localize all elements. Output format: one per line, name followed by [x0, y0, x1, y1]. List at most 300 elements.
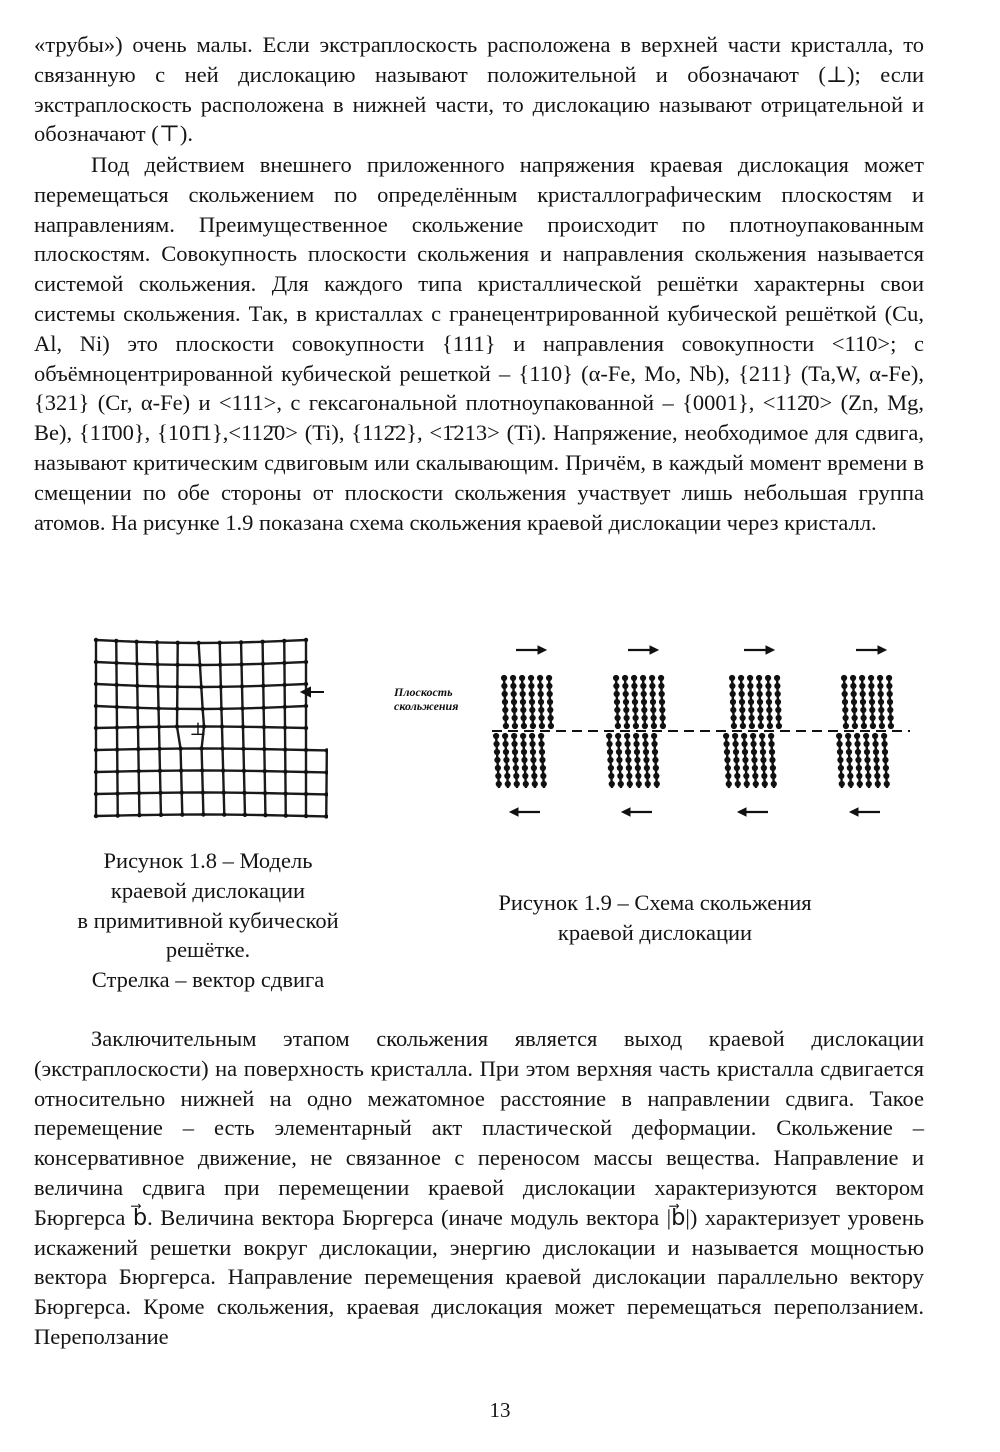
lattice-bond — [284, 640, 306, 641]
atom — [748, 691, 753, 696]
lattice-node — [180, 812, 184, 816]
lattice-node — [180, 790, 184, 794]
atom — [529, 699, 534, 704]
atom — [522, 765, 527, 770]
atom — [616, 741, 621, 746]
lattice-node — [115, 725, 119, 729]
atom — [843, 707, 848, 712]
atom — [742, 733, 747, 738]
atom — [776, 707, 781, 712]
atom — [618, 781, 623, 786]
atom — [548, 715, 553, 720]
lattice-bond — [222, 727, 223, 749]
atom — [839, 773, 844, 778]
atom — [539, 715, 544, 720]
lattice-bond — [243, 708, 264, 709]
atom — [855, 749, 860, 754]
lattice-bond — [202, 749, 203, 771]
atom — [735, 781, 740, 786]
atom — [775, 683, 780, 688]
lattice-bond — [182, 793, 183, 815]
lattice-node — [282, 661, 286, 665]
atom — [636, 773, 641, 778]
atom — [641, 691, 646, 696]
lattice-bond — [202, 771, 203, 793]
atom — [609, 773, 614, 778]
atom — [626, 757, 631, 762]
atom — [866, 781, 871, 786]
lattice-bond — [242, 664, 263, 665]
lattice-bond — [223, 749, 224, 771]
atom — [882, 733, 887, 738]
atom — [887, 683, 892, 688]
atom — [883, 765, 888, 770]
atom — [607, 733, 612, 738]
lattice-node — [282, 683, 286, 687]
atom — [540, 765, 545, 770]
lattice-node — [283, 747, 287, 751]
atom — [752, 757, 757, 762]
atom — [852, 707, 857, 712]
lattice-node — [115, 769, 119, 773]
atom — [837, 741, 842, 746]
atom — [643, 749, 648, 754]
atom — [749, 715, 754, 720]
atom — [847, 757, 852, 762]
atom — [742, 741, 747, 746]
lattice-bond — [220, 643, 221, 665]
atom — [869, 683, 874, 688]
atom — [758, 715, 763, 720]
atom — [651, 715, 656, 720]
lattice-bond — [96, 684, 117, 685]
atom — [530, 707, 535, 712]
atom — [776, 723, 781, 728]
lattice-node — [219, 685, 223, 689]
atom — [502, 683, 507, 688]
atom — [864, 749, 869, 754]
atom — [512, 733, 517, 738]
atom — [635, 757, 640, 762]
lattice-node — [201, 812, 205, 816]
lattice-bond — [117, 685, 138, 686]
atom — [842, 691, 847, 696]
atom — [502, 699, 507, 704]
atom — [531, 757, 536, 762]
lattice-node — [220, 724, 224, 728]
page-number: 13 — [489, 1398, 511, 1422]
atom — [879, 715, 884, 720]
atom — [843, 715, 848, 720]
lattice-bond — [138, 708, 159, 709]
atom — [519, 675, 524, 680]
atom — [660, 723, 665, 728]
atom — [739, 699, 744, 704]
atom — [870, 707, 875, 712]
atom — [622, 675, 627, 680]
lattice-node — [196, 641, 200, 645]
lattice-node — [261, 684, 265, 688]
lattice-node — [157, 725, 161, 729]
atom — [548, 723, 553, 728]
atom — [528, 675, 533, 680]
lattice-node — [114, 639, 118, 643]
atom — [760, 749, 765, 754]
atom — [729, 675, 734, 680]
atom — [740, 715, 745, 720]
atom — [769, 733, 774, 738]
atom — [730, 691, 735, 696]
atom — [888, 723, 893, 728]
atom — [520, 699, 525, 704]
atom — [633, 723, 638, 728]
atom — [539, 733, 544, 738]
atom — [878, 691, 883, 696]
atom — [767, 707, 772, 712]
lattice-node — [219, 707, 223, 711]
lattice-node — [283, 769, 287, 773]
atom — [623, 699, 628, 704]
atom — [758, 723, 763, 728]
lattice-node — [304, 704, 308, 708]
atom — [864, 733, 869, 738]
atom — [738, 675, 743, 680]
atom — [865, 765, 870, 770]
atom — [888, 707, 893, 712]
atom — [841, 675, 846, 680]
atom — [878, 699, 883, 704]
lattice-node — [199, 685, 203, 689]
atom — [539, 707, 544, 712]
atom — [742, 749, 747, 754]
atom — [851, 691, 856, 696]
atom — [503, 733, 508, 738]
lattice-node — [304, 660, 308, 664]
atom — [744, 781, 749, 786]
atom — [512, 707, 517, 712]
lattice-node — [115, 747, 119, 751]
atom — [878, 683, 883, 688]
atom — [765, 675, 770, 680]
lattice-node — [136, 725, 140, 729]
atom — [733, 733, 738, 738]
caption-line: краевой дислокации — [110, 877, 306, 903]
atom — [753, 773, 758, 778]
atom — [770, 757, 775, 762]
atom — [653, 765, 658, 770]
lattice-node — [137, 791, 141, 795]
atom — [644, 757, 649, 762]
atom — [766, 691, 771, 696]
lattice-bond — [137, 642, 157, 643]
atom — [851, 699, 856, 704]
lattice-bond — [242, 686, 263, 687]
atom — [651, 723, 656, 728]
atom — [743, 765, 748, 770]
caption-line: краевой дислокации — [557, 919, 753, 945]
atom — [877, 675, 882, 680]
atom — [538, 683, 543, 688]
atom — [502, 691, 507, 696]
atom — [632, 699, 637, 704]
atom — [869, 691, 874, 696]
lattice-node — [94, 660, 98, 664]
atom — [842, 683, 847, 688]
atom — [640, 675, 645, 680]
lattice-node — [116, 813, 120, 817]
atom — [618, 773, 623, 778]
lattice-bond — [221, 709, 222, 727]
atom — [730, 683, 735, 688]
atom — [505, 773, 510, 778]
atom — [503, 723, 508, 728]
atom — [734, 765, 739, 770]
atom — [510, 675, 515, 680]
slip-plane-label: Плоскость — [394, 685, 453, 699]
atom — [616, 749, 621, 754]
lattice-node — [137, 813, 141, 817]
lattice-node — [304, 792, 308, 796]
lattice-node — [263, 791, 267, 795]
lattice-node — [222, 812, 226, 816]
lattice-node — [156, 706, 160, 710]
atom — [884, 773, 889, 778]
atom — [731, 707, 736, 712]
atom — [846, 741, 851, 746]
atom — [513, 757, 518, 762]
atom — [651, 707, 656, 712]
lattice-node — [218, 663, 222, 667]
lattice-bond — [263, 663, 285, 664]
atom — [626, 765, 631, 770]
lattice-node — [200, 707, 204, 711]
lattice-node — [135, 662, 139, 666]
atom — [857, 781, 862, 786]
atom — [752, 765, 757, 770]
atom — [760, 741, 765, 746]
atom — [539, 741, 544, 746]
caption-line: в примитивной кубической — [77, 907, 339, 933]
atom — [538, 699, 543, 704]
atom — [547, 683, 552, 688]
atom — [753, 781, 758, 786]
atom — [541, 781, 546, 786]
atom — [861, 707, 866, 712]
atom — [766, 699, 771, 704]
atom — [632, 691, 637, 696]
lattice-bond — [201, 687, 202, 709]
atom — [850, 675, 855, 680]
atom — [636, 781, 641, 786]
atom — [749, 723, 754, 728]
atom — [505, 781, 510, 786]
lattice-node — [198, 663, 202, 667]
atom — [751, 733, 756, 738]
atom — [530, 741, 535, 746]
atom — [634, 749, 639, 754]
atom — [623, 683, 628, 688]
atom — [846, 733, 851, 738]
paragraph-3: Заключительным этапом скольжения является выход краевой дислокации (экстраплоскости) на поверхность кристалла. При этом верхняя часть кристалла сдвигается относительно нижней на одно межатомное расстояние в направлении сдвига. Такое перемещение – есть элементарный акт пластической деформации. Скольжение – консервативное движение, не связанное с переносом массы вещества. Направление и величина сдвига при перемещении краевой дислокации характеризуются вектором Бюргерса b⃗. Величина вектора Бюргерса (иначе модуль вектора |b⃗|) характеризует уровень искажений решетки вокруг дислокации, энергию дислокации и называется мощностью вектора Бюргерса. Направление перемещения краевой дислокации параллельно вектору Бюргерса. Кроме скольжения, краевая дислокация может перемещаться переползанием. Переползание — [34, 1026, 924, 1349]
lattice-bond — [264, 707, 285, 708]
caption-line: Рисунок 1.8 – Модель — [103, 848, 313, 873]
atom — [848, 781, 853, 786]
atom — [864, 741, 869, 746]
atom — [547, 699, 552, 704]
atom — [743, 757, 748, 762]
atom — [615, 723, 620, 728]
atom — [724, 741, 729, 746]
lattice-node — [283, 791, 287, 795]
atom — [856, 757, 861, 762]
atom — [660, 707, 665, 712]
atom — [529, 683, 534, 688]
atom — [739, 683, 744, 688]
lattice-node — [94, 704, 98, 708]
lattice-node — [175, 663, 179, 667]
atom — [494, 749, 499, 754]
atom — [653, 757, 658, 762]
atom — [762, 773, 767, 778]
lattice-bond — [116, 663, 136, 664]
lattice-node — [199, 746, 203, 750]
atom — [642, 707, 647, 712]
atom — [740, 707, 745, 712]
atom — [748, 699, 753, 704]
atom — [758, 707, 763, 712]
atom — [766, 683, 771, 688]
atom — [851, 683, 856, 688]
caption-line: Рисунок 1.9 – Схема скольжения — [498, 890, 812, 915]
atom — [839, 781, 844, 786]
lattice-bond — [181, 749, 182, 771]
atom — [530, 733, 535, 738]
lattice-node — [304, 638, 308, 642]
atom — [658, 675, 663, 680]
arrow-head-left-icon — [850, 808, 858, 816]
atom — [883, 757, 888, 762]
lattice-bond — [263, 641, 285, 642]
lattice-node — [284, 813, 288, 817]
figure-1-8-lattice — [88, 632, 328, 824]
atom — [537, 675, 542, 680]
lattice-node — [282, 639, 286, 643]
atom — [879, 723, 884, 728]
arrow-head-left-icon — [622, 808, 630, 816]
lattice-bond — [137, 664, 158, 665]
atom — [631, 675, 636, 680]
lattice-node — [94, 726, 98, 730]
lattice-bond — [203, 793, 204, 815]
lattice-node — [155, 662, 159, 666]
atom — [541, 773, 546, 778]
atom — [615, 707, 620, 712]
atom — [512, 723, 517, 728]
lattice-node — [324, 770, 328, 774]
lattice-node — [158, 791, 162, 795]
atom — [625, 733, 630, 738]
lattice-node — [114, 661, 118, 665]
lattice-node — [242, 769, 246, 773]
lattice-node — [262, 747, 266, 751]
atom — [641, 699, 646, 704]
lattice-bond — [96, 706, 117, 707]
atom — [659, 683, 664, 688]
atom — [548, 707, 553, 712]
atom — [874, 757, 879, 762]
lattice-node — [94, 638, 98, 642]
atom — [513, 765, 518, 770]
lattice-node — [304, 770, 308, 774]
lattice-node — [304, 748, 308, 752]
lattice-bond — [116, 641, 136, 642]
atom — [627, 781, 632, 786]
atom — [521, 707, 526, 712]
atom — [775, 699, 780, 704]
atom — [856, 765, 861, 770]
atom — [623, 691, 628, 696]
atom — [514, 773, 519, 778]
atom — [887, 699, 892, 704]
atom — [873, 741, 878, 746]
lattice-node — [325, 748, 328, 752]
atom — [641, 683, 646, 688]
atom — [846, 749, 851, 754]
lattice-node — [243, 813, 247, 817]
atom — [870, 715, 875, 720]
lattice-node — [135, 684, 139, 688]
atom — [857, 773, 862, 778]
lattice-node — [304, 814, 308, 818]
atom — [633, 707, 638, 712]
atom — [512, 749, 517, 754]
lattice-node — [221, 768, 225, 772]
lattice-bond — [177, 727, 181, 749]
atom — [529, 691, 534, 696]
atom — [749, 707, 754, 712]
atom — [540, 757, 545, 762]
lattice-node — [220, 746, 224, 750]
lattice-node — [283, 705, 287, 709]
lattice-node — [241, 725, 245, 729]
atom — [761, 757, 766, 762]
atom — [724, 733, 729, 738]
atom — [504, 765, 509, 770]
atom — [837, 733, 842, 738]
atom — [624, 723, 629, 728]
arrow-head-right-icon — [878, 646, 886, 654]
caption-line: Стрелка – вектор сдвига — [91, 967, 325, 993]
lattice-node — [136, 747, 140, 751]
atom — [643, 733, 648, 738]
lattice-node — [283, 725, 287, 729]
atom — [547, 691, 552, 696]
atom — [649, 675, 654, 680]
atom — [625, 741, 630, 746]
atom — [645, 781, 650, 786]
atom — [624, 707, 629, 712]
atom — [762, 781, 767, 786]
atom — [530, 723, 535, 728]
atom — [882, 741, 887, 746]
lattice-node — [175, 685, 179, 689]
lattice-bond — [284, 662, 306, 663]
atom — [634, 741, 639, 746]
lattice-bond — [117, 707, 138, 708]
atom — [521, 741, 526, 746]
lattice-node — [263, 813, 267, 817]
lattice-node — [262, 725, 266, 729]
